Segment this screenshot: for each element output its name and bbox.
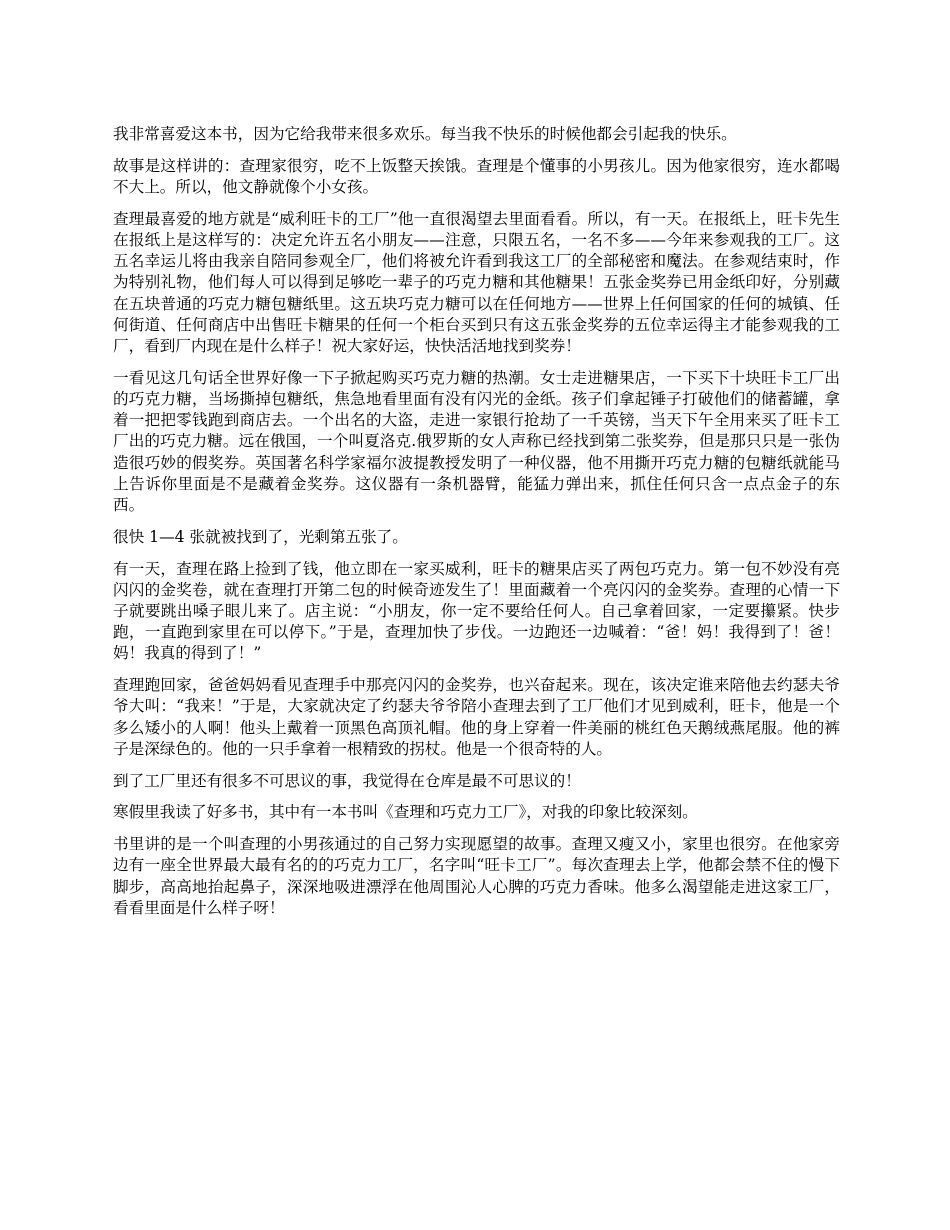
paragraph-7: 查理跑回家，爸爸妈妈看见查理手中那亮闪闪的金奖券，也兴奋起来。现在，该决定谁来陪他去约瑟夫爷爷大叫：“我来！”于是，大家就决定了约瑟夫爷爷陪小查理去到了工厂他们才见到威利，旺卡，他是一个多么矮小的人啊！他头上戴着一顶黑色高顶礼帽。他的身上穿着一件美丽的桃红色天鹅绒燕尾服。他的裤子是深绿色的。他的一只手拿着一根精致的拐杖。他是一个很奇特的人。	[113, 676, 840, 758]
paragraph-5: 很快 1—4 张就被找到了，光剩第五张了。	[113, 527, 408, 546]
paragraph-3: 查理最喜爱的地方就是“威利旺卡的工厂”他一直很渴望去里面看看。所以，有一天。在报纸上，旺卡先生在报纸上是这样写的：决定允许五名小朋友——注意，只限五名，一名不多——今年来参观我的工厂。这五名幸运儿将由我亲自陪同参观全厂，他们将被允许看到我这工厂的全部秘密和魔法。在参观结束时，作为特别礼物，他们每人可以得到足够吃一辈子的巧克力糖和其他糖果！五张金奖券已用金纸印好，分别藏在五块普通的巧克力糖包糖纸里。这五块巧克力糖可以在任何地方——世界上任何国家的任何的城镇、任何街道、任何商店中出售旺卡糖果的任何一个柜台买到只有这五张金奖券的五位幸运得主才能参观我的工厂，看到厂内现在是什么样子！祝大家好运，快快活活地找到奖券！	[113, 209, 840, 356]
paragraph-9: 寒假里我读了好多书，其中有一本书叫《查理和巧克力工厂》，对我的印象比较深刻。	[113, 803, 698, 822]
document-body	[113, 124, 840, 930]
paragraph-6: 有一天，查理在路上捡到了钱，他立即在一家买威利，旺卡的糖果店买了两包巧克力。第一包不妙没有亮闪闪的金奖卷，就在查理打开第二包的时候奇迹发生了！里面藏着一个亮闪闪的金奖券。查理的心情一下子就要跳出嗓子眼儿来了。店主说：“小朋友，你一定不要给任何人。自己拿着回家，一定要攥紧。快步跑，一直跑到家里在可以停下。”于是，查理加快了步伐。一边跑还一边喊着：“爸！妈！我得到了！爸！妈！我真的得到了！”	[113, 559, 840, 663]
paragraph-1: 我非常喜爱这本书，因为它给我带来很多欢乐。每当我不快乐的时候他都会引起我的快乐。	[113, 125, 737, 143]
paragraph-4: 一看见这几句话全世界好像一下子掀起购买巧克力糖的热潮。女士走进糖果店，一下买下十块旺卡工厂出的巧克力糖，当场撕掉包糖纸，焦急地看里面有没有闪光的金纸。孩子们拿起锤子打破他们的储蓄罐，拿着一把把零钱跑到商店去。一个出名的大盗，走进一家银行抢劫了一千英镑，当天下午全用来买了旺卡工厂出的巧克力糖。远在俄国，一个叫夏洛克.俄罗斯的女人声称已经找到第二张奖券，但是那只只是一张伪造很巧妙的假奖券。英国著名科学家福尔波提教授发明了一种仪器，他不用撕开巧克力糖的包糖纸就能马上告诉你里面是不是藏着金奖券。这仪器有一条机器臂，能猛力弹出来，抓住任何只含一点点金子的东西。	[113, 368, 840, 515]
paragraph-10: 书里讲的是一个叫查理的小男孩通过的自己努力实现愿望的故事。查理又瘦又小，家里也很穷。在他家旁边有一座全世界最大最有名的的巧克力工厂，名字叫“旺卡工厂”。每次查理去上学，他都会禁不住的慢下脚步，高高地抬起鼻子，深深地吸进漂浮在他周围沁人心脾的巧克力香味。他多么渴望能走进这家工厂，看看里面是什么样子呀！	[113, 835, 840, 917]
paragraph-2: 故事是这样讲的：查理家很穷，吃不上饭整天挨饿。查理是个懂事的小男孩儿。因为他家很穷，连水都喝不大上。所以，他文静就像个小女孩。	[113, 156, 840, 196]
paragraph-8: 到了工厂里还有很多不可思议的事，我觉得在仓库是最不可思议的！	[113, 771, 581, 790]
